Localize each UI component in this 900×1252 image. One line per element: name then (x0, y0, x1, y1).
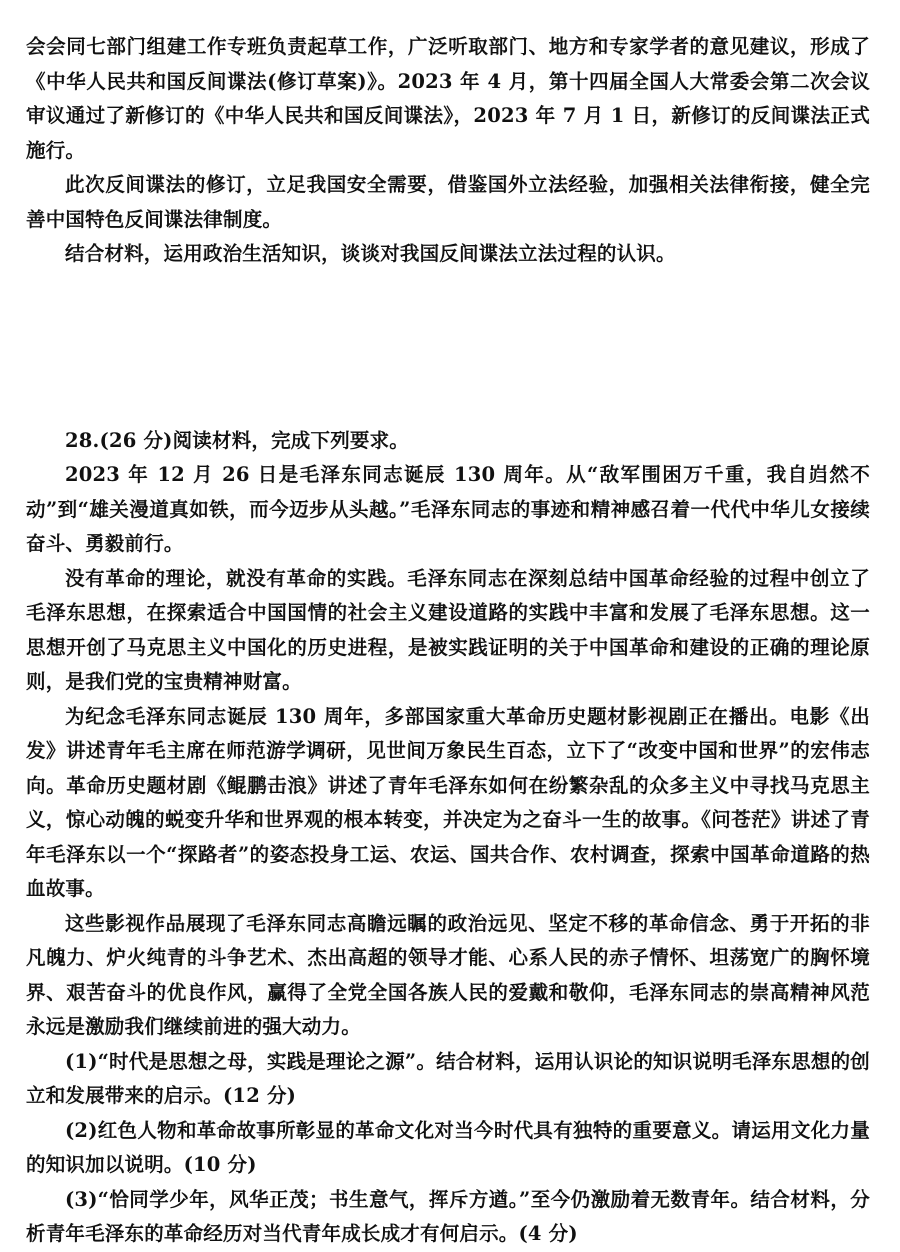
q28-paragraph-2: 没有革命的理论，就没有革命的实践。毛泽东同志在深刻总结中国革命经验的过程中创立了毛泽东思想，在探索适合中国国情的社会主义建设道路的实践中丰富和发展了毛泽东思想。这一思想开创了马克思主义中国化的历史进程，是被实践证明的关于中国革命和建设的正确的理论原则，是我们党的宝贵精神财富。 (26, 566, 870, 693)
answer-space (26, 272, 870, 424)
q28-paragraph-4: 这些影视作品展现了毛泽东同志高瞻远瞩的政治远见、坚定不移的革命信念、勇于开拓的非凡魄力、炉火纯青的斗争艺术、杰出高超的领导才能、心系人民的赤子情怀、坦荡宽广的胸怀境界、艰苦奋斗的优良作风，赢得了全党全国各族人民的爱戴和敬仰，毛泽东同志的崇高精神风范永远是激励我们继续前进的强大动力。 (26, 911, 870, 1038)
q28-subquestion-2: (2)红色人物和革命故事所彰显的革命文化对当今时代具有独特的重要意义。请运用文化力量的知识加以说明。(10 分) (26, 1118, 870, 1176)
question-prompt: 结合材料，运用政治生活知识，谈谈对我国反间谍法立法过程的认识。 (65, 242, 676, 265)
q28-subquestion-3: (3)“恰同学少年，风华正茂；书生意气，挥斥方遒。”至今仍激励着无数青年。结合材料，分析青年毛泽东的革命经历对当代青年成长成才有何启示。(4 分) (26, 1187, 870, 1245)
q28-paragraph-1: 2023 年 12 月 26 日是毛泽东同志诞辰 130 周年。从“敌军围困万千重，我自岿然不动”到“雄关漫道真如铁，而今迈步从头越。”毛泽东同志的事迹和精神感召着一代代中华儿女接续奋斗、勇毅前行。 (26, 463, 870, 555)
material-paragraph-2: 此次反间谍法的修订，立足我国安全需要，借鉴国外立法经验，加强相关法律衔接，健全完善中国特色反间谍法律制度。 (26, 173, 870, 231)
q28-paragraph-3: 为纪念毛泽东同志诞辰 130 周年，多部国家重大革命历史题材影视剧正在播出。电影《出发》讲述青年毛主席在师范游学调研，见世间万象民生百态，立下了“改变中国和世界”的宏伟志向。革命历史题材剧《鲲鹏击浪》讲述了青年毛泽东如何在纷繁杂乱的众多主义中寻找马克思主义，惊心动魄的蜕变升华和世界观的根本转变，并决定为之奋斗一生的故事。《问苍茫》讲述了青年毛泽东以一个“探路者”的姿态投身工运、农运、国共合作、农村调查，探索中国革命道路的热血故事。 (26, 704, 870, 900)
q28-subquestion-1: (1)“时代是思想之母，实践是理论之源”。结合材料，运用认识论的知识说明毛泽东思想的创立和发展带来的启示。(12 分) (26, 1049, 870, 1107)
question-28-title: 28.(26 分)阅读材料，完成下列要求。 (65, 428, 410, 452)
material-paragraph-1: 会会同七部门组建工作专班负责起草工作，广泛听取部门、地方和专家学者的意见建议，形成了《中华人民共和国反间谍法(修订草案)》。2023 年 4 月，第十四届全国人大常委会第二次会议审议通过了新修订的《中华人民共和国反间谍法》，2023 年 7 月 1 日，新修订的反间谍法正式施行。 (26, 35, 870, 162)
